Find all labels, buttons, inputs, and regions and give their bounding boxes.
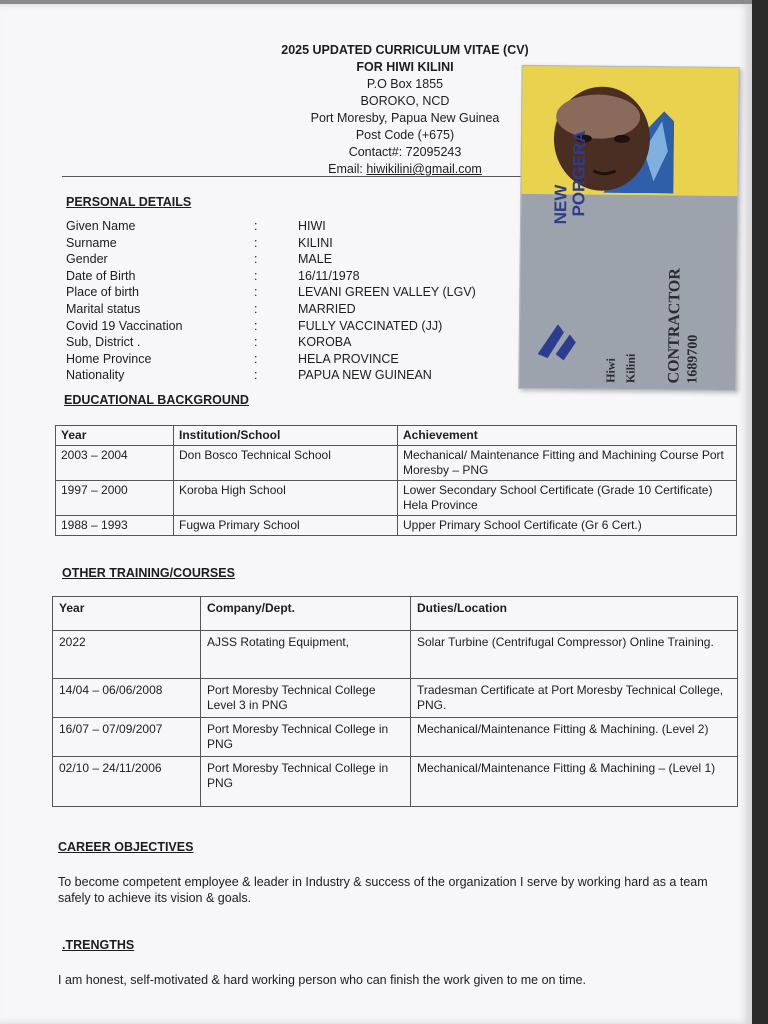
detail-label: Sub, District . <box>66 335 141 350</box>
table-row <box>53 757 738 807</box>
column-header: Year <box>53 597 201 631</box>
table-header-row <box>53 597 738 631</box>
address-line: Contact#: 72095243 <box>348 145 462 159</box>
id-card-photo <box>518 65 739 391</box>
table-row <box>56 516 737 536</box>
table-cell: 1988 – 1993 <box>56 516 174 536</box>
email-label: Email: <box>328 162 367 176</box>
table-row <box>56 446 737 481</box>
detail-row <box>66 318 528 335</box>
strengths-heading: .TRENGTHS <box>62 938 135 952</box>
company-logo-icon <box>534 314 581 370</box>
strengths-text: I am honest, self-motivated & hard working person who can finish the work given to me on time. <box>58 973 587 987</box>
detail-value: MARRIED <box>298 301 356 316</box>
detail-colon: : <box>254 268 258 283</box>
detail-label: Marital status <box>66 301 141 316</box>
cv-subtitle: FOR HIWI KILINI <box>356 60 454 74</box>
column-header: Duties/Location <box>411 597 738 631</box>
detail-colon: : <box>254 335 258 350</box>
scan-edge <box>752 0 768 1024</box>
detail-value: KOROBA <box>298 335 352 350</box>
career-heading: CAREER OBJECTIVES <box>58 840 194 854</box>
table-row <box>53 718 738 757</box>
table-row <box>56 481 737 516</box>
column-header: Company/Dept. <box>201 597 411 631</box>
portrait-image <box>543 80 674 193</box>
table-row <box>53 679 738 718</box>
detail-colon: : <box>254 219 258 233</box>
training-heading: OTHER TRAINING/COURSES <box>62 566 235 580</box>
table-cell: AJSS Rotating Equipment, <box>201 631 411 679</box>
table-cell: Tradesman Certificate at Port Moresby Technical College, PNG. <box>411 679 738 718</box>
table-cell: Solar Turbine (Centrifugal Compressor) Online Training. <box>411 631 738 679</box>
detail-row <box>66 284 528 301</box>
card-last-name: Kilini <box>623 353 638 384</box>
personal-details <box>66 218 528 384</box>
cv-header <box>250 42 560 178</box>
detail-label: Date of Birth <box>66 268 136 283</box>
detail-colon: : <box>254 252 258 267</box>
detail-colon: : <box>254 318 258 333</box>
card-number: 1689700 <box>685 334 701 384</box>
detail-row <box>66 235 528 252</box>
table-cell: 2022 <box>53 631 201 679</box>
table-cell: Koroba High School <box>174 481 398 516</box>
table-cell: 02/10 – 24/11/2006 <box>53 757 201 807</box>
table-cell: Upper Primary School Certificate (Gr 6 Cert.) <box>398 516 737 536</box>
detail-row <box>66 251 528 268</box>
column-header: Achievement <box>398 426 737 446</box>
detail-value: KILINI <box>298 235 333 250</box>
detail-label: Place of birth <box>66 285 139 300</box>
detail-row <box>66 301 528 318</box>
detail-label: Surname <box>66 235 117 250</box>
table-cell: Port Moresby Technical College in PNG <box>201 757 411 807</box>
detail-label: Home Province <box>66 351 152 366</box>
address-line: P.O Box 1855 <box>366 77 444 91</box>
detail-row <box>66 351 528 368</box>
detail-colon: : <box>254 368 258 383</box>
company-line-1: NEW <box>551 184 571 225</box>
detail-label: Gender <box>66 252 108 267</box>
table-cell: 2003 – 2004 <box>56 446 174 481</box>
card-role: CONTRACTOR <box>665 268 684 384</box>
education-table <box>55 425 737 536</box>
detail-row <box>66 218 528 235</box>
career-text: To become competent employee & leader in Industry & success of the organization I serve by working hard as a team safely to achieve its vision & goals. <box>58 875 708 905</box>
detail-label: Given Name <box>66 219 136 233</box>
column-header: Institution/School <box>174 426 398 446</box>
card-first-name: Hiwi <box>603 358 618 383</box>
table-cell: Lower Secondary School Certificate (Grade 10 Certificate) Hela Province <box>398 481 737 516</box>
table-row <box>53 631 738 679</box>
detail-value: FULLY VACCINATED (JJ) <box>298 318 443 333</box>
header-divider <box>62 176 542 177</box>
detail-value: HIWI <box>298 219 326 233</box>
detail-value: HELA PROVINCE <box>298 351 399 366</box>
detail-value: PAPUA NEW GUINEAN <box>298 368 432 383</box>
table-cell: 14/04 – 06/06/2008 <box>53 679 201 718</box>
table-cell: 1997 – 2000 <box>56 481 174 516</box>
table-cell: Port Moresby Technical College in PNG <box>201 718 411 757</box>
company-line-2: PORGERA <box>569 130 590 217</box>
detail-colon: : <box>254 301 258 316</box>
detail-colon: : <box>254 285 258 300</box>
detail-label: Covid 19 Vaccination <box>66 318 183 333</box>
column-header: Year <box>56 426 174 446</box>
email-link[interactable]: hiwikilini@gmail.com <box>366 162 482 176</box>
detail-value: LEVANI GREEN VALLEY (LGV) <box>298 285 476 300</box>
cv-title: 2025 UPDATED CURRICULUM VITAE (CV) <box>281 43 529 57</box>
detail-row <box>66 334 528 351</box>
detail-value: MALE <box>298 252 333 267</box>
education-heading: EDUCATIONAL BACKGROUND <box>64 393 249 407</box>
training-table <box>52 596 738 807</box>
detail-row <box>66 367 528 384</box>
table-header-row <box>56 426 737 446</box>
table-cell: 16/07 – 07/09/2007 <box>53 718 201 757</box>
detail-label: Nationality <box>66 368 125 383</box>
detail-colon: : <box>254 351 258 366</box>
detail-colon: : <box>254 235 258 250</box>
detail-value: 16/11/1978 <box>298 268 360 283</box>
address-line: Post Code (+675) <box>355 128 455 142</box>
table-cell: Mechanical/Maintenance Fitting & Machining. (Level 2) <box>411 718 738 757</box>
address-line: Port Moresby, Papua New Guinea <box>310 111 500 125</box>
table-cell: Port Moresby Technical College Level 3 in PNG <box>201 679 411 718</box>
table-cell: Mechanical/Maintenance Fitting & Machining – (Level 1) <box>411 757 738 807</box>
table-cell: Don Bosco Technical School <box>174 446 398 481</box>
table-cell: Fugwa Primary School <box>174 516 398 536</box>
address-line: BOROKO, NCD <box>360 94 450 108</box>
detail-row <box>66 268 528 285</box>
personal-details-heading: PERSONAL DETAILS <box>66 195 192 209</box>
table-cell: Mechanical/ Maintenance Fitting and Machining Course Port Moresby – PNG <box>398 446 737 481</box>
